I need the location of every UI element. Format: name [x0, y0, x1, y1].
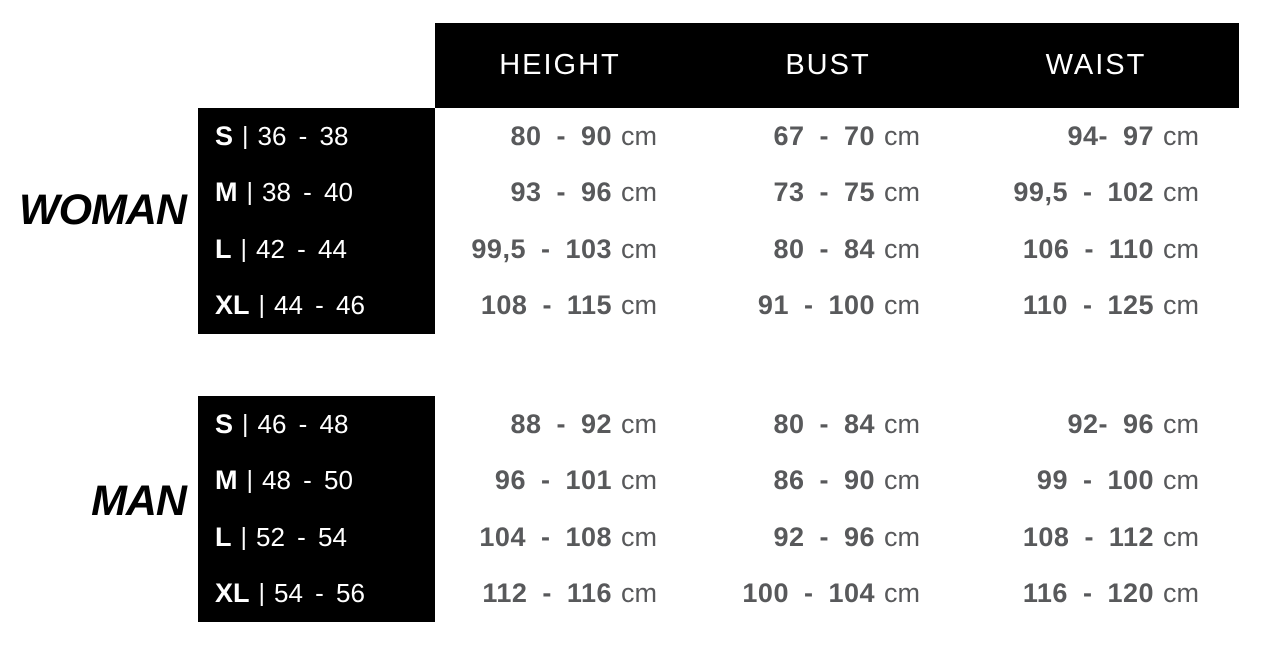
man-m-bust — [703, 453, 971, 510]
value-range: 80 - 84 — [773, 408, 875, 439]
value-range: 92 - 96 — [773, 521, 875, 552]
value-unit: cm — [621, 465, 657, 496]
value-unit: cm — [621, 233, 657, 264]
size-range: 52 - 54 — [256, 521, 347, 552]
value-unit: cm — [1163, 177, 1199, 208]
column-header-waist: WAIST — [1045, 49, 1147, 81]
woman-section-label: WOMAN — [19, 186, 186, 234]
man-m-height — [435, 453, 703, 510]
woman-l-waist — [971, 221, 1239, 278]
size-separator: | — [258, 291, 266, 320]
man-m-waist — [971, 453, 1239, 510]
woman-section — [0, 108, 1267, 334]
size-letter: S — [215, 120, 234, 151]
value-unit: cm — [621, 521, 657, 552]
woman-xl-height — [435, 278, 703, 335]
size-separator: | — [258, 579, 266, 608]
value-range: 88 - 92 — [510, 408, 612, 439]
man-xl-waist — [971, 566, 1239, 623]
value-range: 80 - 84 — [773, 233, 875, 264]
man-size-row-s — [215, 396, 435, 453]
value-unit: cm — [884, 290, 920, 321]
value-unit: cm — [621, 290, 657, 321]
size-separator: | — [242, 409, 249, 438]
value-unit: cm — [1163, 120, 1199, 151]
value-range: 86 - 90 — [773, 465, 875, 496]
size-separator: | — [240, 234, 247, 263]
man-l-bust — [703, 509, 971, 566]
woman-l-height — [435, 221, 703, 278]
man-l-height — [435, 509, 703, 566]
value-range: 99,5 - 102 — [1013, 177, 1154, 208]
man-size-row-l — [215, 509, 435, 566]
value-range: 99,5 - 103 — [471, 233, 612, 264]
value-unit: cm — [884, 408, 920, 439]
value-range: 108 - 112 — [1022, 521, 1154, 552]
size-letter: M — [215, 177, 238, 208]
size-range: 42 - 44 — [256, 233, 347, 264]
value-range: 93 - 96 — [510, 177, 612, 208]
value-range: 112 - 116 — [482, 578, 612, 609]
man-section — [0, 396, 1267, 622]
value-unit: cm — [1163, 233, 1199, 264]
value-unit: cm — [621, 120, 657, 151]
size-separator: | — [246, 466, 253, 495]
value-unit: cm — [884, 120, 920, 151]
size-letter: XL — [215, 290, 250, 321]
woman-m-height — [435, 165, 703, 222]
value-unit: cm — [621, 578, 657, 609]
size-range: 46 - 48 — [257, 408, 349, 439]
value-range: 110 - 125 — [1022, 290, 1154, 321]
size-letter: L — [215, 233, 232, 264]
value-range: 80 - 90 — [510, 120, 612, 151]
value-unit: cm — [621, 177, 657, 208]
size-separator: | — [246, 178, 253, 207]
man-s-waist — [971, 396, 1239, 453]
value-range: 92- 96 — [1067, 408, 1154, 439]
value-range: 73 - 75 — [773, 177, 875, 208]
man-size-row-m — [215, 453, 435, 510]
woman-size-box — [198, 108, 435, 334]
value-unit: cm — [1163, 465, 1199, 496]
size-letter: S — [215, 408, 234, 439]
size-range: 48 - 50 — [262, 465, 353, 496]
value-unit: cm — [1163, 290, 1199, 321]
value-range: 108 - 115 — [480, 290, 612, 321]
man-values-grid — [435, 396, 1239, 622]
value-unit: cm — [884, 521, 920, 552]
woman-l-bust — [703, 221, 971, 278]
value-unit: cm — [884, 578, 920, 609]
man-s-bust — [703, 396, 971, 453]
man-xl-height — [435, 566, 703, 623]
value-unit: cm — [884, 465, 920, 496]
value-unit: cm — [1163, 521, 1199, 552]
value-range: 104 - 108 — [479, 521, 612, 552]
man-xl-bust — [703, 566, 971, 623]
value-range: 96 - 101 — [494, 465, 612, 496]
woman-s-height — [435, 108, 703, 165]
size-letter: XL — [215, 578, 250, 609]
value-unit: cm — [884, 177, 920, 208]
size-letter: L — [215, 521, 232, 552]
woman-size-row-m — [215, 165, 435, 222]
woman-xl-waist — [971, 278, 1239, 335]
woman-s-waist — [971, 108, 1239, 165]
man-section-label: MAN — [91, 477, 186, 525]
value-unit: cm — [621, 408, 657, 439]
value-unit: cm — [1163, 578, 1199, 609]
value-unit: cm — [884, 233, 920, 264]
column-header-bust: BUST — [785, 49, 871, 81]
size-range: 54 - 56 — [274, 578, 365, 609]
size-range: 44 - 46 — [274, 290, 365, 321]
woman-xl-bust — [703, 278, 971, 335]
man-size-box — [198, 396, 435, 622]
man-l-waist — [971, 509, 1239, 566]
size-range: 38 - 40 — [262, 177, 353, 208]
woman-size-row-l — [215, 221, 435, 278]
value-range: 91 - 100 — [757, 290, 875, 321]
woman-values-grid — [435, 108, 1239, 334]
column-header-height: HEIGHT — [499, 49, 621, 81]
size-letter: M — [215, 465, 238, 496]
woman-size-row-s — [215, 108, 435, 165]
table-header-bar — [435, 23, 1239, 108]
woman-size-row-xl — [215, 278, 435, 335]
woman-m-waist — [971, 165, 1239, 222]
woman-m-bust — [703, 165, 971, 222]
woman-s-bust — [703, 108, 971, 165]
man-size-row-xl — [215, 566, 435, 623]
value-range: 100 - 104 — [742, 578, 875, 609]
size-range: 36 - 38 — [257, 120, 349, 151]
value-range: 99 - 100 — [1036, 465, 1154, 496]
value-range: 106 - 110 — [1022, 233, 1154, 264]
size-separator: | — [240, 522, 247, 551]
value-range: 67 - 70 — [773, 120, 875, 151]
size-separator: | — [242, 121, 249, 150]
value-range: 116 - 120 — [1022, 578, 1154, 609]
value-range: 94- 97 — [1067, 120, 1154, 151]
man-s-height — [435, 396, 703, 453]
value-unit: cm — [1163, 408, 1199, 439]
